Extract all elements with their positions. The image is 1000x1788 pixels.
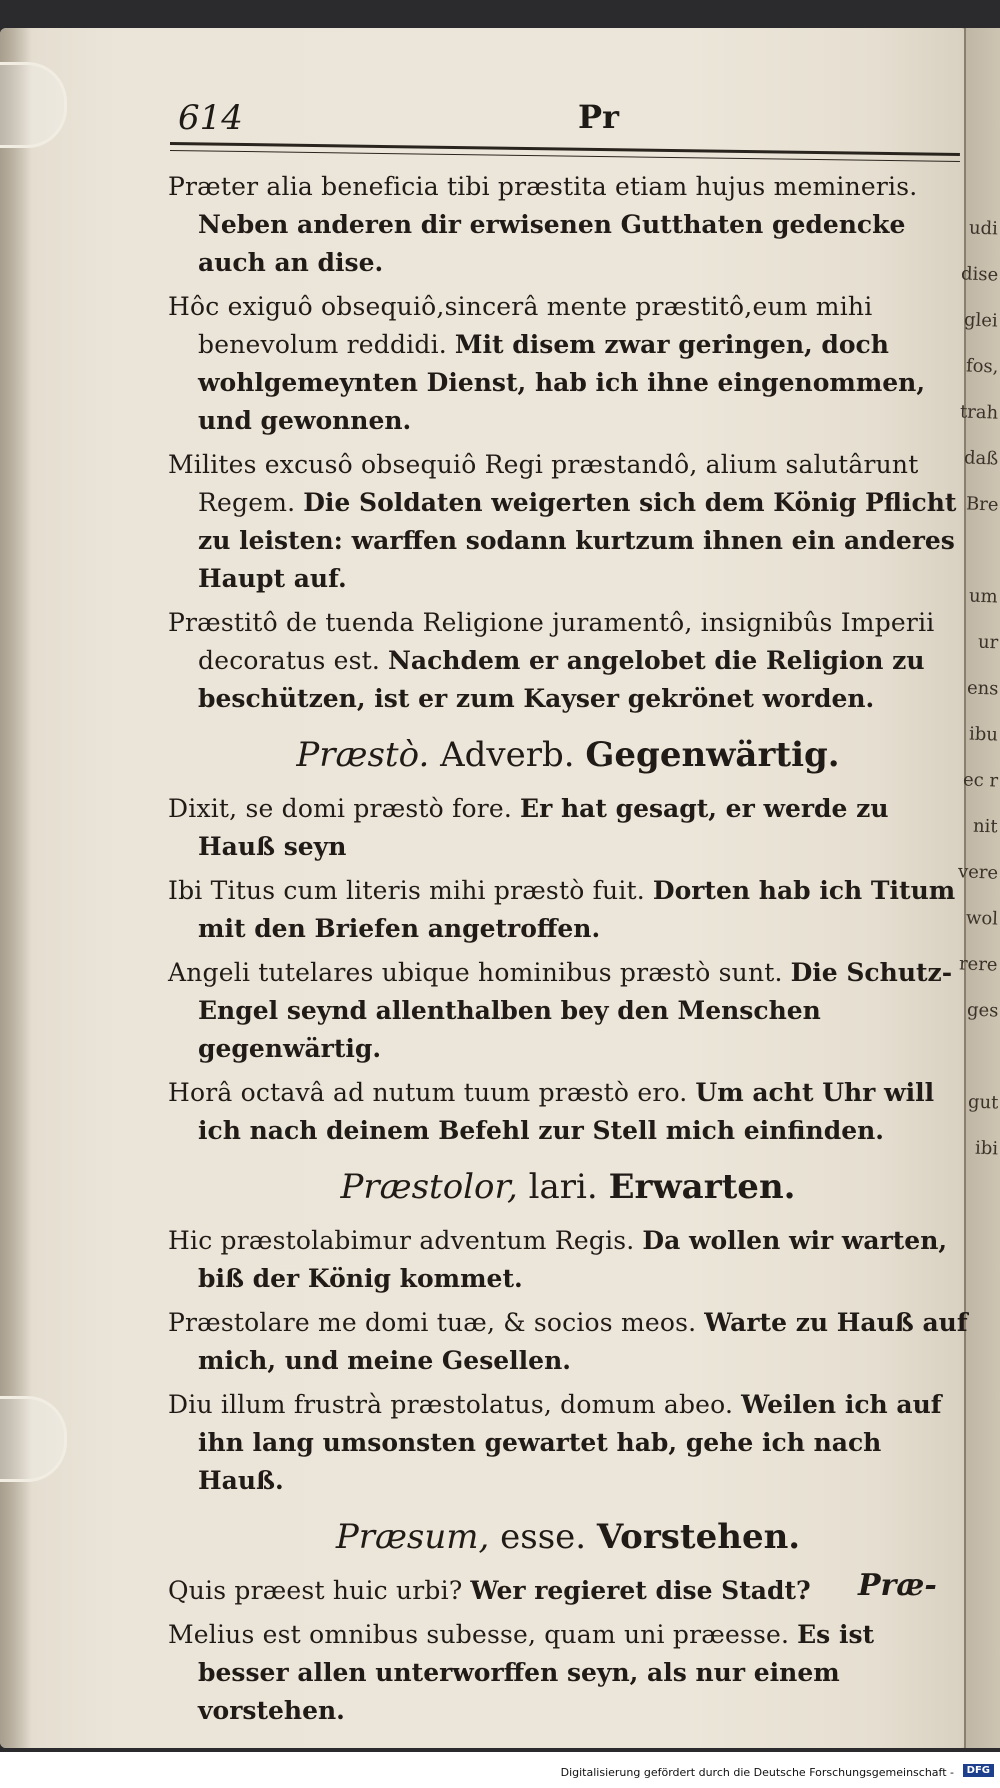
edge-fragment: fos, xyxy=(965,355,999,378)
example-entry xyxy=(168,872,968,948)
latin-sentence: Præstitô de tuenda Religione juramentô, insignibûs Imperii decoratus est. xyxy=(168,608,935,675)
latin-sentence: Milites excusô obsequiô Regi præstandô, alium salutârunt Regem. xyxy=(168,450,919,517)
latin-sentence: Diu illum frustrà præstolatus, domum abeo. xyxy=(168,1390,734,1419)
edge-fragment: gut xyxy=(967,1091,999,1114)
german-translation: Weilen ich auf ihn lang umsonsten gewartet hab, gehe ich nach Hauß. xyxy=(198,1390,942,1495)
example-entry xyxy=(168,168,968,282)
latin-sentence: Præstolare me domi tuæ, & socios meos. xyxy=(168,1308,697,1337)
example-entry xyxy=(168,1222,968,1298)
edge-fragment: um xyxy=(968,585,999,608)
example-entry xyxy=(168,604,968,718)
german-translation: Es ist besser allen unterworffen seyn, als nur einem vorstehen. xyxy=(198,1620,875,1725)
edge-fragment: daß xyxy=(963,447,999,470)
part-of-speech: esse. xyxy=(500,1517,587,1557)
german-translation: Dorten hab ich Titum mit den Briefen angetroffen. xyxy=(198,876,956,943)
german-translation: Warte zu Hauß auf mich, und meine Gesellen. xyxy=(198,1308,968,1375)
edge-fragment: ens xyxy=(966,677,999,700)
german-translation: Neben anderen dir erwisenen Gutthaten gedencke auch an dise. xyxy=(198,210,906,277)
german-translation: Da wollen wir warten, biß der König kommet. xyxy=(198,1226,948,1293)
dfg-logo: DFG xyxy=(963,1764,994,1777)
edge-fragment: ec r xyxy=(962,769,999,792)
german-translation: Wer regieret dise Stadt? xyxy=(470,1576,811,1605)
edge-fragment: ibi xyxy=(974,1137,999,1160)
latin-sentence: Angeli tutelares ubique hominibus præstò sunt. xyxy=(168,958,783,987)
german-translation: Um acht Uhr will ich nach deinem Befehl zur Stell mich einfinden. xyxy=(198,1078,935,1145)
latin-sentence: Dixit, se domi præstò fore. xyxy=(168,794,513,823)
catchword: Præ- xyxy=(858,1568,937,1603)
latin-sentence: Melius est omnibus subesse, quam uni præesse. xyxy=(168,1620,790,1649)
edge-fragment: wol xyxy=(965,907,999,930)
headword: Præsum, xyxy=(335,1517,490,1557)
example-entry xyxy=(168,288,968,440)
example-entry xyxy=(168,446,968,598)
section-heading xyxy=(168,732,968,778)
page-number: 614 xyxy=(178,98,243,138)
section-heading xyxy=(168,1514,968,1560)
latin-sentence: Hôc exiguô obsequiô,sincerâ mente præstitô,eum mihi benevolum reddidi. xyxy=(168,292,873,359)
spine-shadow xyxy=(0,28,32,1748)
example-entry xyxy=(168,954,968,1068)
example-entry xyxy=(168,1616,968,1730)
german-gloss: Gegenwärtig. xyxy=(585,735,840,775)
example-entry xyxy=(168,1572,968,1610)
example-entry xyxy=(168,790,968,866)
latin-sentence: Præter alia beneficia tibi præstita etiam hujus memineris. xyxy=(168,172,918,201)
edge-fragment: trah xyxy=(959,401,999,424)
german-translation: Er hat gesagt, er werde zu Hauß seyn xyxy=(198,794,889,861)
edge-fragment: dise xyxy=(960,263,999,286)
german-translation: Nachdem er angelobet die Religion zu beschützen, ist er zum Kayser gekrönet worden. xyxy=(198,646,925,713)
part-of-speech: lari. xyxy=(528,1167,598,1207)
edge-fragment: ges xyxy=(966,999,999,1022)
section-heading xyxy=(168,1164,968,1210)
latin-sentence: Ibi Titus cum literis mihi præstò fuit. xyxy=(168,876,645,905)
edge-fragment: ur xyxy=(977,631,999,654)
edge-fragment: nit xyxy=(973,815,999,838)
german-gloss: Vorstehen. xyxy=(596,1517,801,1557)
example-entry xyxy=(168,1304,968,1380)
dictionary-body xyxy=(168,168,968,1736)
example-entry xyxy=(168,1074,968,1150)
page-header xyxy=(178,98,968,138)
headword: Præstò. xyxy=(296,735,430,775)
latin-sentence: Hic præstolabimur adventum Regis. xyxy=(168,1226,635,1255)
german-translation: Die Schutz-Engel seynd allenthalben bey den Menschen gegenwärtig. xyxy=(198,958,953,1063)
edge-fragment: glei xyxy=(963,309,999,332)
edge-fragment: udi xyxy=(968,217,999,240)
german-translation: Die Soldaten weigerten sich dem König Pflicht zu leisten: warffen sodann kurtzum ihnen ein anderes Haupt auf. xyxy=(198,488,957,593)
running-head: Pr xyxy=(578,98,619,136)
german-gloss: Erwarten. xyxy=(608,1167,796,1207)
edge-fragment: ibu xyxy=(968,723,999,746)
next-page-edge xyxy=(957,28,1000,1748)
edge-fragment: rere xyxy=(959,953,999,976)
german-translation: Mit disem zwar geringen, doch wohlgemeynten Dienst, hab ich ihne eingenommen, und gewonnen. xyxy=(198,330,926,435)
edge-fragment: vere xyxy=(957,861,999,884)
latin-sentence: Quis præest huic urbi? xyxy=(168,1576,463,1605)
edge-fragment: Bre xyxy=(965,493,999,516)
digitization-credit: Digitalisierung gefördert durch die Deutsche Forschungsgemeinschaft - xyxy=(560,1766,954,1779)
part-of-speech: Adverb. xyxy=(440,735,575,775)
latin-sentence: Horâ octavâ ad nutum tuum præstò ero. xyxy=(168,1078,688,1107)
example-entry xyxy=(168,1386,968,1500)
headword: Præstolor, xyxy=(340,1167,518,1207)
